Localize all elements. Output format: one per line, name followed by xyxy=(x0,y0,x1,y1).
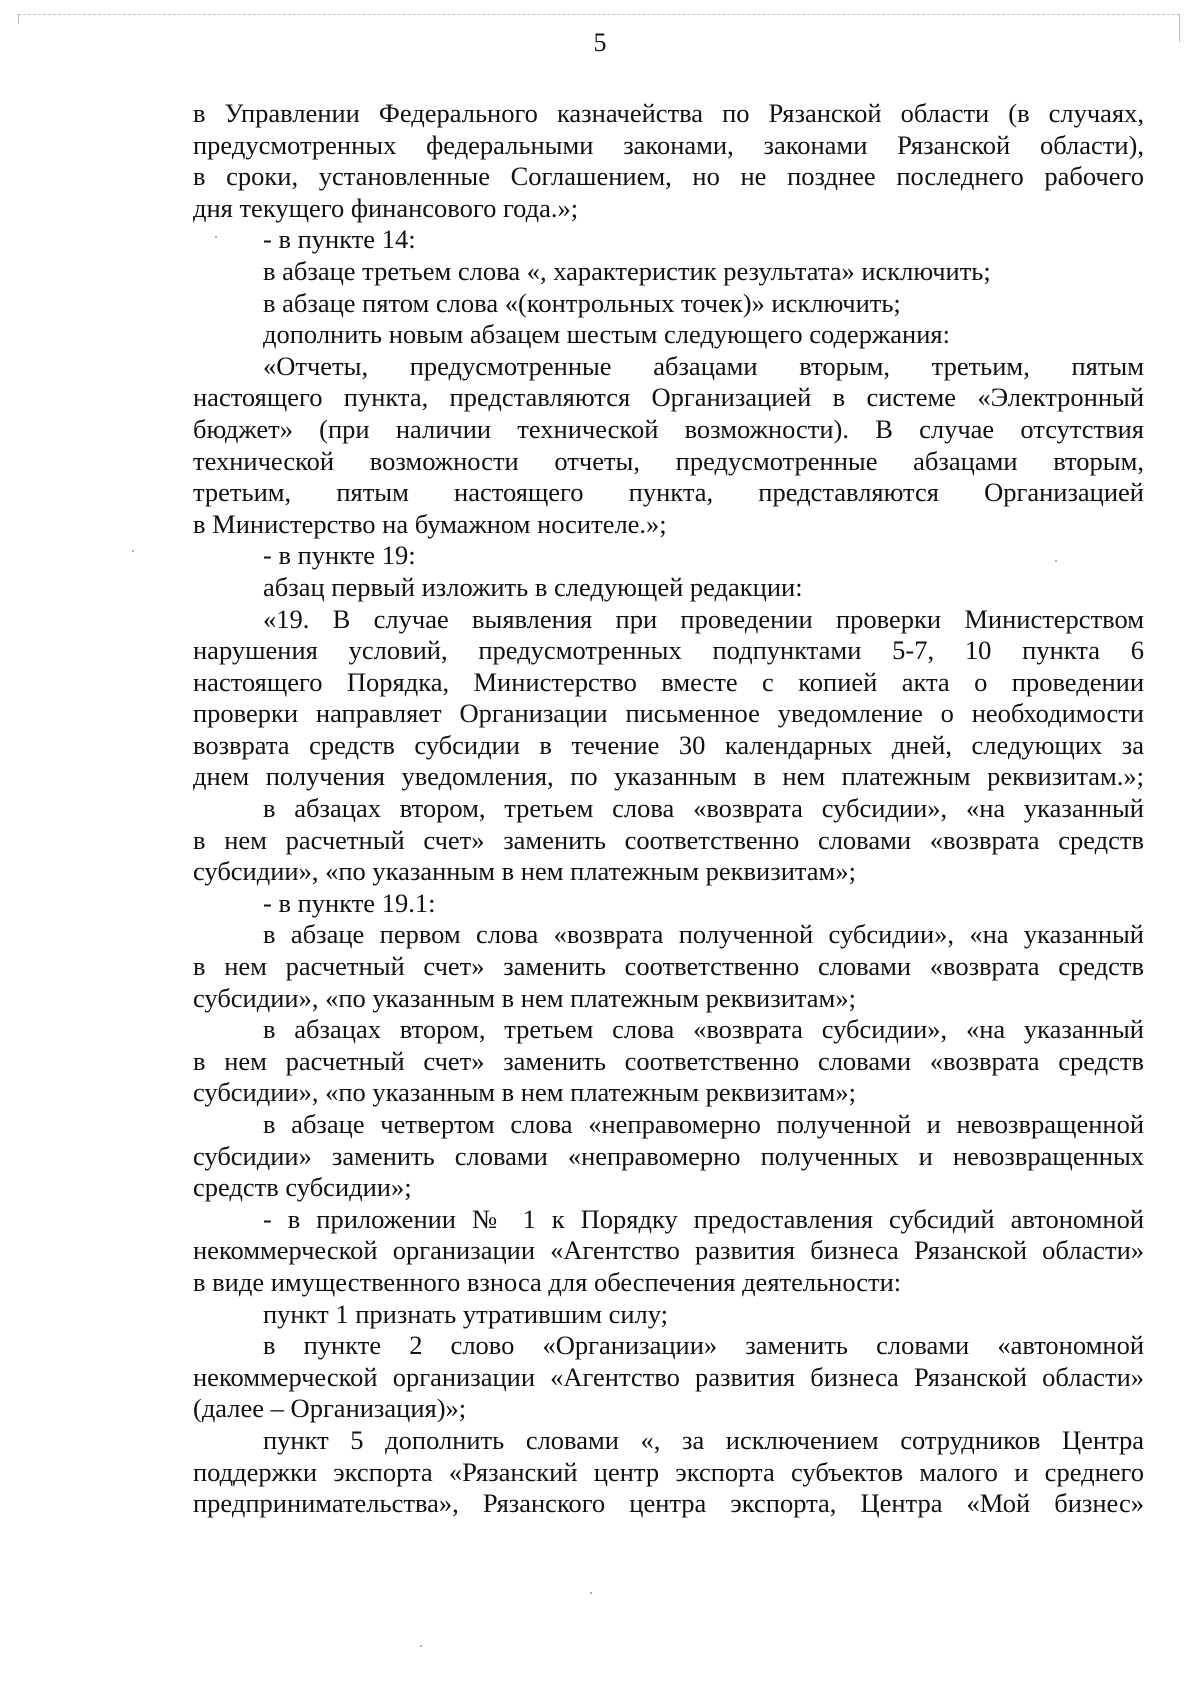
text-line: третьим, пятым настоящего пункта, представляются Организацией xyxy=(193,477,1144,508)
scan-speck xyxy=(215,236,217,238)
text-line: поддержки экспорта «Рязанский центр экспорта субъектов малого и среднего xyxy=(193,1456,1144,1487)
text-line: предусмотренных федеральными законами, законами Рязанской области), xyxy=(193,129,1144,160)
text-line: днем получения уведомления, по указанным в нем платежным реквизитам.»; xyxy=(193,761,1144,792)
text-line: в сроки, установленные Соглашением, но не позднее последнего рабочего xyxy=(193,161,1144,192)
text-line: в абзаце первом слова «возврата полученной субсидии», «на указанный xyxy=(263,919,1144,950)
text-line: субсидии», «по указанным в нем платежным реквизитам»; xyxy=(193,1077,856,1108)
text-line: - в пункте 19: xyxy=(263,540,416,571)
text-line: в абзацах втором, третьем слова «возврата субсидии», «на указанный xyxy=(263,1014,1144,1045)
text-line: технической возможности отчеты, предусмотренные абзацами вторым, xyxy=(193,445,1144,476)
text-line: субсидии» заменить словами «неправомерно полученных и невозвращенных xyxy=(193,1140,1144,1171)
text-line: в нем расчетный счет» заменить соответственно словами «возврата средств xyxy=(193,951,1144,982)
text-line: бюджет» (при наличии технической возможности). В случае отсутствия xyxy=(193,413,1144,444)
scan-speck xyxy=(132,550,134,552)
text-line: абзац первый изложить в следующей редакции: xyxy=(263,571,803,602)
scan-edge-top xyxy=(18,14,1180,15)
scan-speck xyxy=(590,1592,592,1594)
text-line: в абзацах втором, третьем слова «возврата субсидии», «на указанный xyxy=(263,793,1144,824)
document-body xyxy=(193,98,1144,1520)
text-line: средств субсидии»; xyxy=(193,1172,412,1203)
scan-speck xyxy=(420,1645,422,1647)
text-line: в абзаце пятом слова «(контрольных точек)» исключить; xyxy=(263,287,901,318)
text-line: - в пункте 19.1: xyxy=(263,887,436,918)
text-line: некоммерческой организации «Агентство развития бизнеса Рязанской области» xyxy=(193,1235,1144,1266)
text-line: пункт 5 дополнить словами «, за исключением сотрудников Центра xyxy=(263,1424,1144,1455)
text-line: настоящего пункта, представляются Организацией в системе «Электронный xyxy=(193,382,1144,413)
text-line: проверки направляет Организации письменное уведомление о необходимости xyxy=(193,698,1144,729)
scan-edge-left xyxy=(18,14,19,24)
text-line: «19. В случае выявления при проведении проверки Министерством xyxy=(263,603,1144,634)
text-line: в пункте 2 слово «Организации» заменить словами «автономной xyxy=(263,1330,1144,1361)
text-line: - в приложении № 1 к Порядку предоставления субсидий автономной xyxy=(263,1203,1144,1234)
scan-speck xyxy=(1055,560,1057,562)
text-line: субсидии», «по указанным в нем платежным реквизитам»; xyxy=(193,982,856,1013)
text-line: в нем расчетный счет» заменить соответственно словами «возврата средств xyxy=(193,824,1144,855)
text-line: в нем расчетный счет» заменить соответственно словами «возврата средств xyxy=(193,1045,1144,1076)
page-number: 5 xyxy=(593,28,607,57)
text-line: в Министерство на бумажном носителе.»; xyxy=(193,508,667,539)
text-line: в абзаце четвертом слова «неправомерно полученной и невозвращенной xyxy=(263,1109,1144,1139)
text-line: настоящего Порядка, Министерство вместе с копией акта о проведении xyxy=(193,666,1144,697)
text-line: предпринимательства», Рязанского центра экспорта, Центра «Мой бизнес» xyxy=(193,1488,1144,1519)
text-line: возврата средств субсидии в течение 30 календарных дней, следующих за xyxy=(193,729,1144,760)
text-line: нарушения условий, предусмотренных подпунктами 5-7, 10 пункта 6 xyxy=(193,635,1144,666)
text-line: пункт 1 признать утратившим силу; xyxy=(263,1298,669,1329)
text-line: в абзаце третьем слова «, характеристик результата» исключить; xyxy=(263,255,991,286)
text-line: «Отчеты, предусмотренные абзацами вторым, третьим, пятым xyxy=(263,350,1144,381)
text-line: субсидии», «по указанным в нем платежным реквизитам»; xyxy=(193,856,856,887)
text-line: - в пункте 14: xyxy=(263,224,416,255)
text-line: дня текущего финансового года.»; xyxy=(193,192,579,223)
text-line: некоммерческой организации «Агентство развития бизнеса Рязанской области» xyxy=(193,1361,1144,1392)
text-line: (далее – Организация)»; xyxy=(193,1393,467,1424)
text-line: дополнить новым абзацем шестым следующего содержания: xyxy=(263,319,950,350)
text-line: в Управлении Федерального казначейства по Рязанской области (в случаях, xyxy=(193,98,1144,128)
text-line: в виде имущественного взноса для обеспечения деятельности: xyxy=(193,1266,902,1297)
